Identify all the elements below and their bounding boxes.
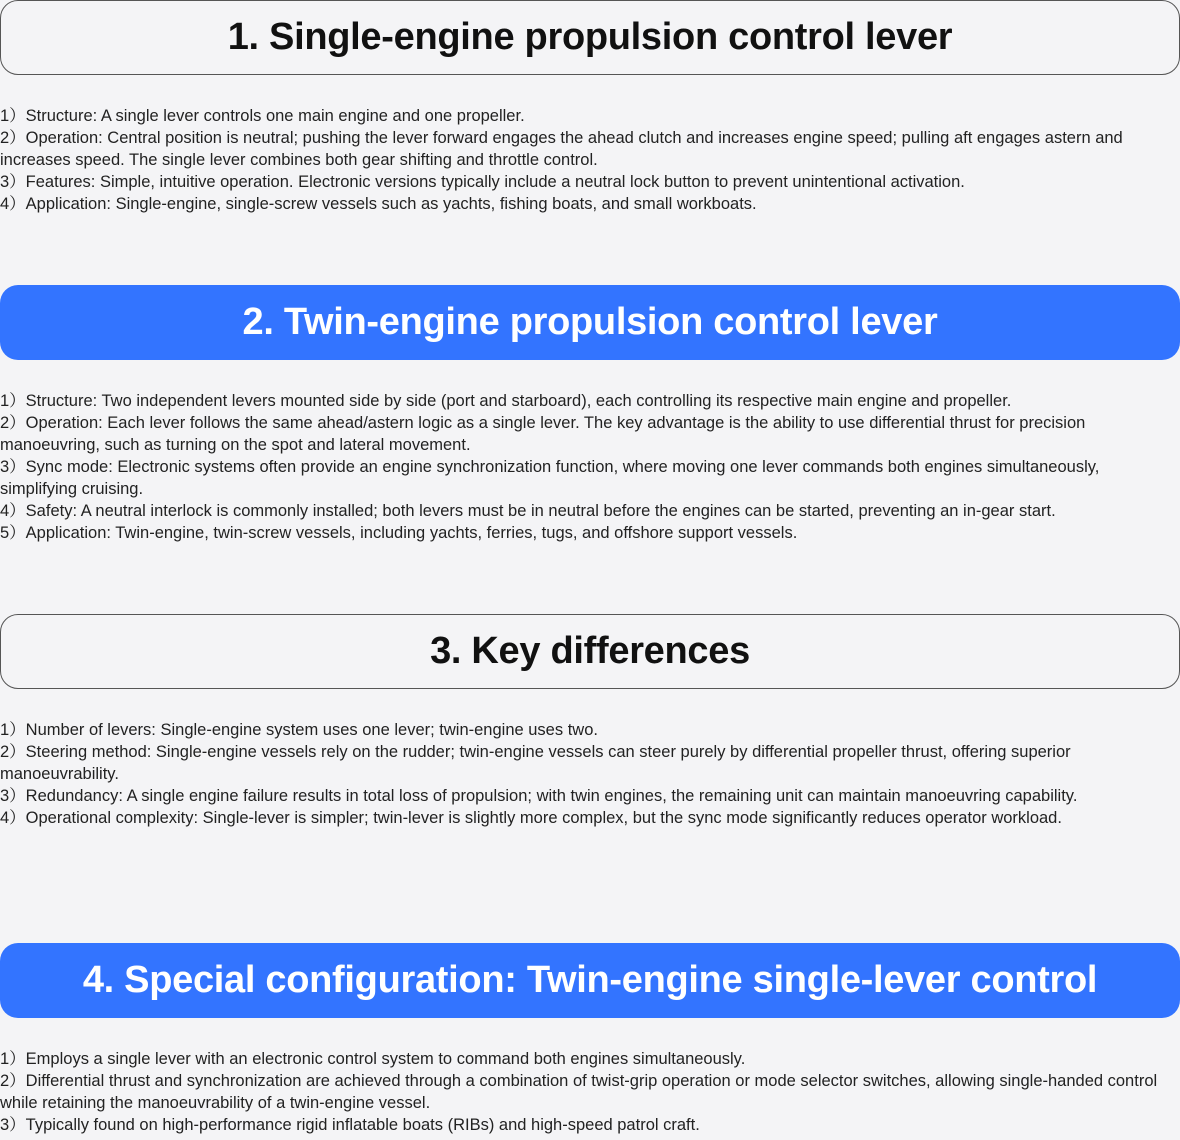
item-list <box>0 390 1180 544</box>
list-item: 3）Redundancy: A single engine failure results in total loss of propulsion; with twin engines, the remaining unit can maintain manoeuvring capability. <box>0 787 1078 805</box>
section-heading: 1. Single-engine propulsion control lever <box>0 0 1180 75</box>
list-item: 1）Structure: Two independent levers mounted side by side (port and starboard), each controlling its respective main engine and propeller. <box>0 392 1012 410</box>
list-item: 2）Operation: Central position is neutral; pushing the lever forward engages the ahead clutch and increases engine speed; pulling aft engages astern and increases speed. The single lever combines both gear shifting and throttle control. <box>0 129 1123 169</box>
list-item: 5）Application: Twin-engine, twin-screw vessels, including yachts, ferries, tugs, and offshore support vessels. <box>0 524 798 542</box>
list-item: 2）Steering method: Single-engine vessels rely on the rudder; twin-engine vessels can steer purely by differential propeller thrust, offering superior manoeuvrability. <box>0 743 1071 783</box>
section-key-differences <box>0 614 1180 827</box>
section-heading: 4. Special configuration: Twin-engine single-lever control <box>0 943 1180 1018</box>
list-item: 4）Application: Single-engine, single-screw vessels such as yachts, fishing boats, and small workboats. <box>0 195 757 213</box>
list-item: 3）Typically found on high-performance rigid inflatable boats (RIBs) and high-speed patrol craft. <box>0 1116 700 1134</box>
list-item: 4）Safety: A neutral interlock is commonly installed; both levers must be in neutral before the engines can be started, preventing an in-gear start. <box>0 502 1056 520</box>
section-heading: 3. Key differences <box>0 614 1180 689</box>
list-item: 1）Employs a single lever with an electronic control system to command both engines simultaneously. <box>0 1050 746 1068</box>
item-list <box>0 719 1180 829</box>
list-item: 1）Number of levers: Single-engine system uses one lever; twin-engine uses two. <box>0 721 598 739</box>
section-single-engine <box>0 0 1180 213</box>
item-list <box>0 105 1180 215</box>
list-item: 2）Differential thrust and synchronization are achieved through a combination of twist-grip operation or mode selector switches, allowing single-handed control while retaining the manoeuvrability of a twin-engine vessel. <box>0 1072 1158 1112</box>
item-list <box>0 1048 1180 1136</box>
section-twin-engine <box>0 285 1180 542</box>
section-heading: 2. Twin-engine propulsion control lever <box>0 285 1180 360</box>
section-special-configuration <box>0 943 1180 1134</box>
list-item: 1）Structure: A single lever controls one main engine and one propeller. <box>0 107 525 125</box>
list-item: 2）Operation: Each lever follows the same ahead/astern logic as a single lever. The key advantage is the ability to use differential thrust for precision manoeuvring, such as turning on the spot and lateral movement. <box>0 414 1086 454</box>
list-item: 4）Operational complexity: Single-lever is simpler; twin-lever is slightly more complex, but the sync mode significantly reduces operator workload. <box>0 809 1062 827</box>
list-item: 3）Sync mode: Electronic systems often provide an engine synchronization function, where moving one lever commands both engines simultaneously, simplifying cruising. <box>0 458 1100 498</box>
list-item: 3）Features: Simple, intuitive operation. Electronic versions typically include a neutral lock button to prevent unintentional activation. <box>0 173 965 191</box>
